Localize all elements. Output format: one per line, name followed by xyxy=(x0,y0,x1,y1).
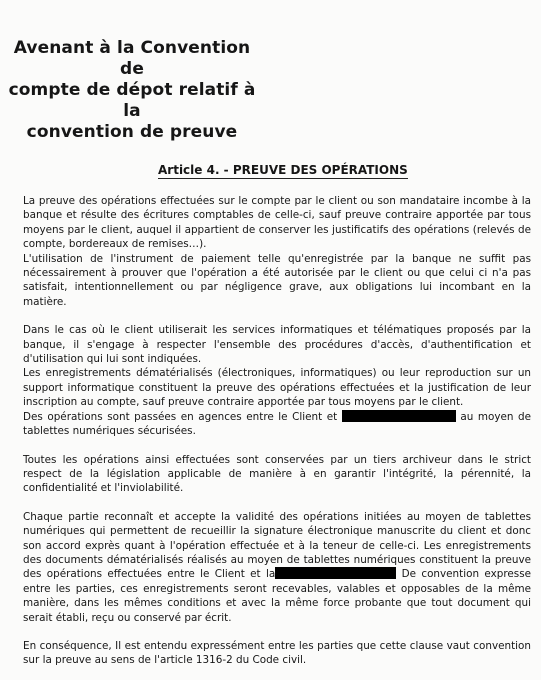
paragraph-4: Les enregistrements dématérialisés (électroniques, informatiques) ou leur reproduction sur un support informatique constituent la preuve des opérations effectuées et la justification de leur inscription au compte, sauf preuve contraire apportée par tous moyens par le client. xyxy=(23,367,531,409)
paragraph-5-start: Des opérations sont passées en agences entre le Client et xyxy=(23,410,338,423)
paragraph-7-start: Chaque partie reconnaît et accepte la validité des opérations initiées au moyen de tablettes numériques qui permettent de recueillir la signature électronique manuscrite du client et donc son accord exprès quant à l'opération effectuée et à la teneur de celle-ci. Les enregistrements des documents dématérialisés réalisés au moyen de tablettes numériques constituent la preuve des opérations effectuées entre le Client et la xyxy=(23,510,531,581)
paragraph-6: Toutes les opérations ainsi effectuées sont conservées par un tiers archiveur dans le strict respect de la législation applicable de manière à en garantir l'intégrité, la pérennité, la confidentialité et l'inviolabilité. xyxy=(23,453,531,495)
paragraph-8: En conséquence, Il est entendu expressément entre les parties que cette clause vaut convention sur la preuve au sens de l'article 1316-2 du Code civil. xyxy=(23,639,531,667)
paragraph-5 xyxy=(23,410,531,439)
paragraph-2: L'utilisation de l'instrument de paiement telle qu'enregistrée par la banque ne suffit pas nécessairement à prouver que l'opération a été autorisée par le client ou que celui ci n'a pas satisfait, intentionnellement ou par négligence grave, aux obligations lui incombant en la matière. xyxy=(23,252,531,308)
paragraph-3: Dans le cas où le client utiliserait les services informatiques et télématiques proposés par la banque, il s'engage à respecter l'ensemble des procédures d'accès, d'authentification et d'utilisation qui lui sont indiquées. xyxy=(23,324,531,366)
title-line-3: convention de preuve xyxy=(26,122,238,142)
paragraph-7-end: De convention expresse entre les parties, ces enregistrements seront recevables, valables et opposables de la même manière, dans les mêmes conditions et avec la même force probante que tout document qui serait établi, reçu ou conservé par écrit. xyxy=(23,568,531,624)
document-title xyxy=(2,38,262,143)
article-body xyxy=(23,194,531,668)
paragraph-7 xyxy=(23,510,531,625)
redaction-box xyxy=(275,567,396,579)
paragraph-5-end: au moyen de tablettes numériques sécurisées. xyxy=(23,410,532,438)
title-line-2: compte de dépot relatif à la xyxy=(8,80,256,121)
paragraph-1: La preuve des opérations effectuées sur le compte par le client ou son mandataire incombe à la banque et résulte des écritures comptables de celle-ci, sauf preuve contraire apportée par tous moyens par le client, auquel il appartient de conserver les justificatifs des opérations (relevés de compte, bordereaux de remises…). xyxy=(23,195,531,251)
redaction-box xyxy=(342,410,456,422)
article-heading: Article 4. - PREUVE DES OPÉRATIONS xyxy=(158,163,408,177)
title-line-1: Avenant à la Convention de xyxy=(13,38,251,79)
